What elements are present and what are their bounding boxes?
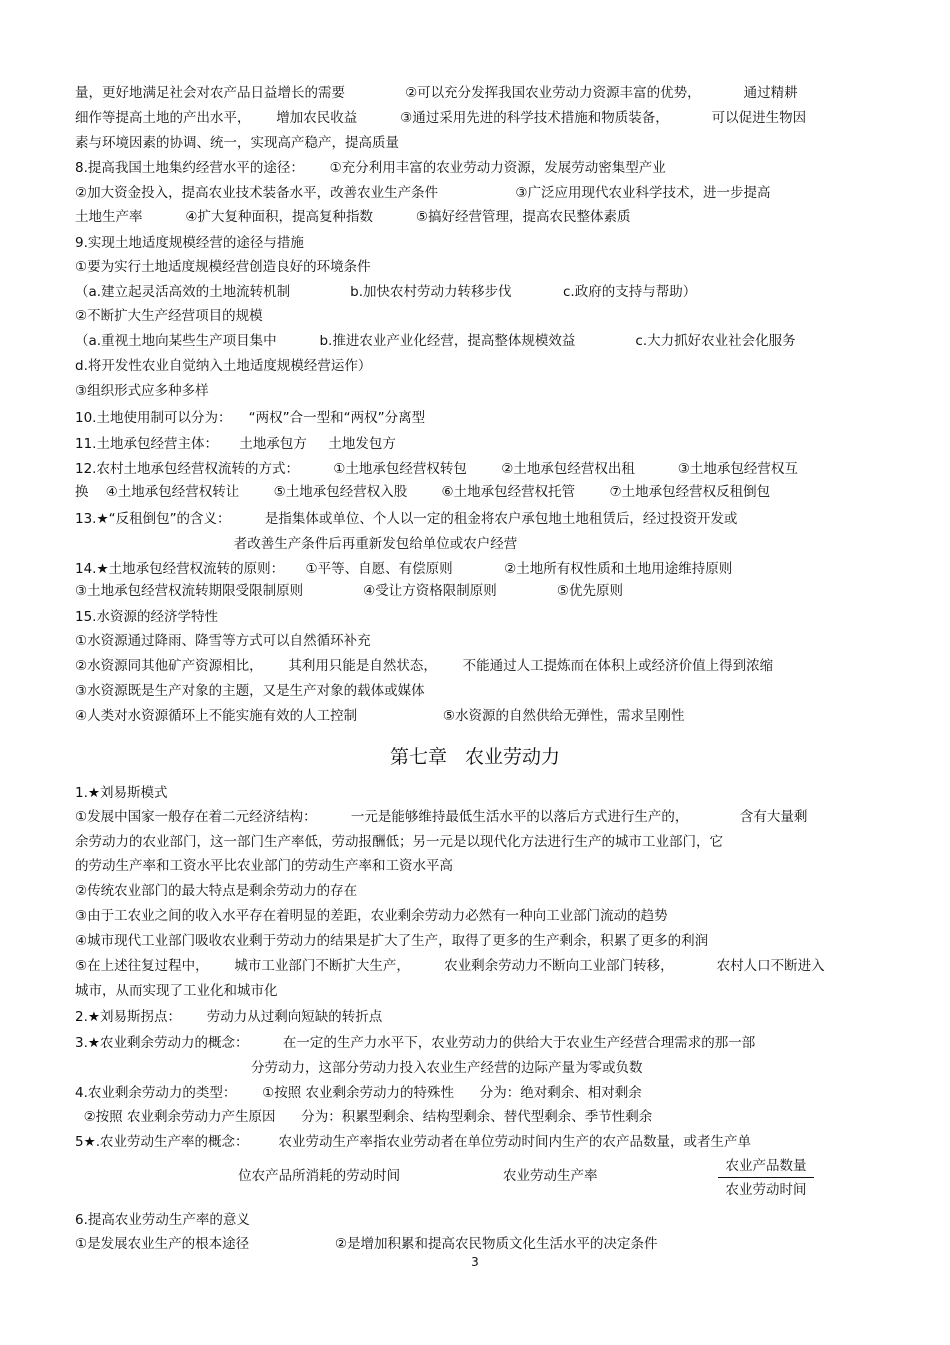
text-line: 11.土地承包经营主体： 土地承包方 土地发包方: [75, 436, 396, 452]
text-line: 13.★“反租倒包”的含义： 是指集体或单位、个人以一定的租金将农户承包地土地租赁后，经过投资开发或: [75, 511, 738, 527]
text-line: ①发展中国家一般存在着二元经济结构： 一元是能够维持最低生活水平的以落后方式进行生产的， 含有大量剩: [75, 809, 808, 825]
page-number: 3: [471, 1255, 479, 1269]
text-line: 者改善生产条件后再重新发包给单位或农户经营: [75, 536, 518, 552]
text-line: ⑤在上述往复过程中， 城市工业部门不断扩大生产， 农业剩余劳动力不断向工业部门转移， 农村人口不断进入: [75, 958, 825, 974]
text-line: 量，更好地满足社会对农产品日益增长的需要 ②可以充分发挥我国农业劳动力资源丰富的优势， 通过精耕: [75, 85, 798, 101]
text-line: 12.农村土地承包经营权流转的方式： ①土地承包经营权转包 ②土地承包经营权出租 ③土地承包经营权互: [75, 461, 798, 477]
text-line: 3.★农业剩余劳动力的概念： 在一定的生产力水平下，农业劳动力的供给大于农业生产经营合理需求的那一部: [75, 1035, 756, 1051]
text-line: ①水资源通过降雨、降雪等方式可以自然循环补充: [75, 633, 371, 649]
productivity-formula: [718, 1156, 814, 1200]
text-line: ④城市现代工业部门吸收农业剩于劳动力的结果是扩大了生产，取得了更多的生产剩余，积累了更多的利润: [75, 933, 709, 949]
text-line: ②按照 农业剩余劳动力产生原因 分为：积累型剩余、结构型剩余、替代型剩余、季节性剩余: [75, 1109, 653, 1125]
text-line: ①要为实行土地适度规模经营创造良好的环境条件: [75, 259, 371, 275]
text-line: 6.提高农业劳动生产率的意义: [75, 1212, 250, 1228]
chapter-title: 第七章 农业劳动力: [389, 746, 561, 768]
text-line: 细作等提高土地的产出水平， 增加农民收益 ③通过采用先进的科学技术措施和物质装备， 可以促进生物因: [75, 110, 807, 126]
text-line: 的劳动生产率和工资水平比农业部门的劳动生产率和工资水平高: [75, 858, 453, 874]
text-line: ③由于工农业之间的收入水平存在着明显的差距，农业剩余劳动力必然有一种向工业部门流动的趋势: [75, 908, 668, 924]
text-line: （a.建立起灵活高效的土地流转机制 b.加快农村劳动力转移步伐 c.政府的支持与帮助）: [75, 284, 697, 300]
text-line: 9.实现土地适度规模经营的途径与措施: [75, 235, 304, 251]
text-line: 素与环境因素的协调、统一，实现高产稳产，提高质量: [75, 135, 399, 151]
text-line: ③水资源既是生产对象的主题，又是生产对象的载体或媒体: [75, 683, 425, 699]
formula-numerator: 农业产品数量: [725, 1158, 807, 1174]
text-line: d.将开发性农业自觉纳入土地适度规模经营运作）: [75, 358, 372, 374]
text-line: 4.农业剩余劳动力的类型： ①按照 农业剩余劳动力的特殊性 分为：绝对剩余、相对剩余: [75, 1085, 642, 1101]
text-line: 土地生产率 ④扩大复种面积，提高复种指数 ⑤搞好经营管理，提高农民整体素质: [75, 209, 631, 225]
text-line: 位农产品所消耗的劳动时间 农业劳动生产率: [75, 1168, 598, 1184]
text-line: 15.水资源的经济学特性: [75, 609, 218, 625]
text-line: ③组织形式应多种多样: [75, 383, 209, 399]
text-line: ②水资源同其他矿产资源相比， 其利用只能是自然状态， 不能通过人工提炼而在体积上或经济价值上得到浓缩: [75, 658, 774, 674]
text-line: 分劳动力，这部分劳动力投入农业生产经营的边际产量为零或负数: [75, 1060, 643, 1076]
text-line: 1.★刘易斯模式: [75, 785, 168, 801]
text-line: 城市，从而实现了工业化和城市化: [75, 983, 278, 999]
text-line: 14.★土地承包经营权流转的原则： ①平等、自愿、有偿原则 ②土地所有权性质和土地用途维持原则: [75, 561, 733, 577]
text-line: 余劳动力的农业部门，这一部门生产率低，劳动报酬低；另一元是以现代化方法进行生产的城市工业部门，它: [75, 834, 723, 850]
text-line: ③土地承包经营权流转期限受限制原则 ④受让方资格限制原则 ⑤优先原则: [75, 583, 623, 599]
text-line: （a.重视土地向某些生产项目集中 b.推进农业产业化经营，提高整体规模效益 c.大力抓好农业社会化服务: [75, 333, 796, 349]
text-line: ④人类对水资源循环上不能实施有效的人工控制 ⑤水资源的自然供给无弹性，需求呈刚性: [75, 708, 685, 724]
formula-denominator: 农业劳动时间: [725, 1182, 807, 1198]
text-line: ①是发展农业生产的根本途径 ②是增加积累和提高农民物质文化生活水平的决定条件: [75, 1236, 658, 1252]
text-line: 2.★刘易斯拐点： 劳动力从过剩向短缺的转折点: [75, 1009, 383, 1025]
text-line: 8.提高我国土地集约经营水平的途径： ①充分利用丰富的农业劳动力资源，发展劳动密集型产业: [75, 160, 666, 176]
fraction-bar: [718, 1177, 814, 1178]
text-line: ②不断扩大生产经营项目的规模: [75, 308, 263, 324]
text-line: ②加大资金投入，提高农业技术装备水平，改善农业生产条件 ③广泛应用现代农业科学技术，进一步提高: [75, 185, 771, 201]
text-line: 5★.农业劳动生产率的概念： 农业劳动生产率指农业劳动者在单位劳动时间内生产的农产品数量，或者生产单: [75, 1134, 752, 1150]
text-line: 换 ④土地承包经营权转让 ⑤土地承包经营权入股 ⑥土地承包经营权托管 ⑦土地承包经营权反租倒包: [75, 484, 771, 500]
text-line: 10.土地使用制可以分为： “两权”合一型和“两权”分离型: [75, 410, 426, 426]
text-line: ②传统农业部门的最大特点是剩余劳动力的存在: [75, 883, 358, 899]
